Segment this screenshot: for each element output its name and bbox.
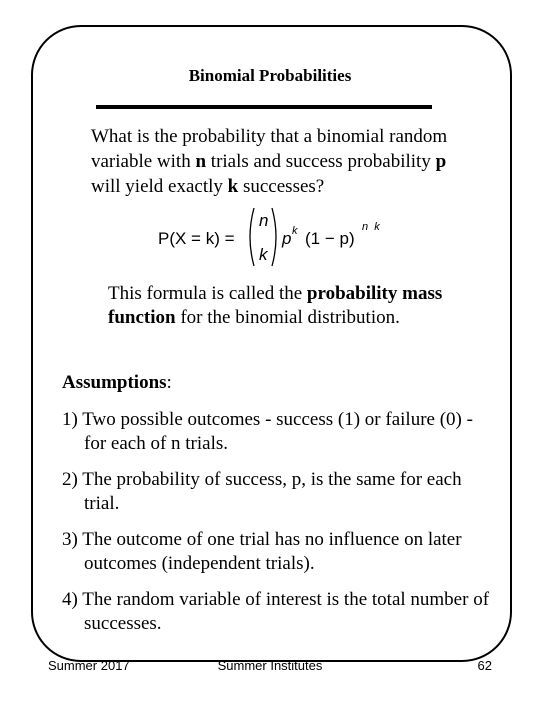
question-text xyxy=(91,124,451,199)
footer-left: Summer 2017 xyxy=(48,658,130,673)
assumptions-heading xyxy=(62,372,172,394)
formula-p: p xyxy=(282,229,292,248)
pmf-part1: This formula is called the xyxy=(108,283,307,304)
pmf-part2: for the binomial distribution. xyxy=(175,307,400,328)
title-underline xyxy=(96,105,432,109)
formula-k-exponent: k xyxy=(292,225,298,237)
formula-lhs: P(X = k) = xyxy=(158,229,235,248)
question-p: p xyxy=(435,151,447,172)
question-n: n xyxy=(195,151,207,172)
binom-bottom: k xyxy=(259,245,268,264)
question-k: k xyxy=(227,176,239,197)
assumption-1: 1) Two possible outcomes - success (1) or failure (0) - for each of n trials. xyxy=(62,409,473,454)
formula-nk-exponent: n k xyxy=(362,221,380,233)
question-part3: will yield exactly xyxy=(91,176,228,197)
binomial-formula xyxy=(150,204,410,270)
pmf-bold: probability mass function xyxy=(108,283,443,328)
pmf-note xyxy=(108,282,448,330)
binom-left-paren xyxy=(250,208,254,266)
question-part1: What is the probability that a binomial random variable with xyxy=(91,126,448,172)
assumption-4: 4) The random variable of interest is the total number of successes. xyxy=(62,589,490,634)
assumptions-heading-text: Assumptions xyxy=(62,372,167,393)
question-part2: trials and success probability xyxy=(206,151,436,172)
slide-title: Binomial Probabilities xyxy=(188,66,352,85)
binom-right-paren xyxy=(272,208,276,266)
assumption-3: 3) The outcome of one trial has no influence on later outcomes (independent trials). xyxy=(62,529,462,574)
question-part4: successes? xyxy=(238,176,325,197)
assumptions-colon: : xyxy=(166,372,172,393)
assumption-2: 2) The probability of success, p, is the same for each trial. xyxy=(62,469,462,514)
binom-top: n xyxy=(259,211,269,230)
formula-one-minus-p: (1 − p) xyxy=(305,229,355,248)
page-number: 62 xyxy=(477,658,492,673)
footer-center: Summer Institutes xyxy=(217,658,323,673)
